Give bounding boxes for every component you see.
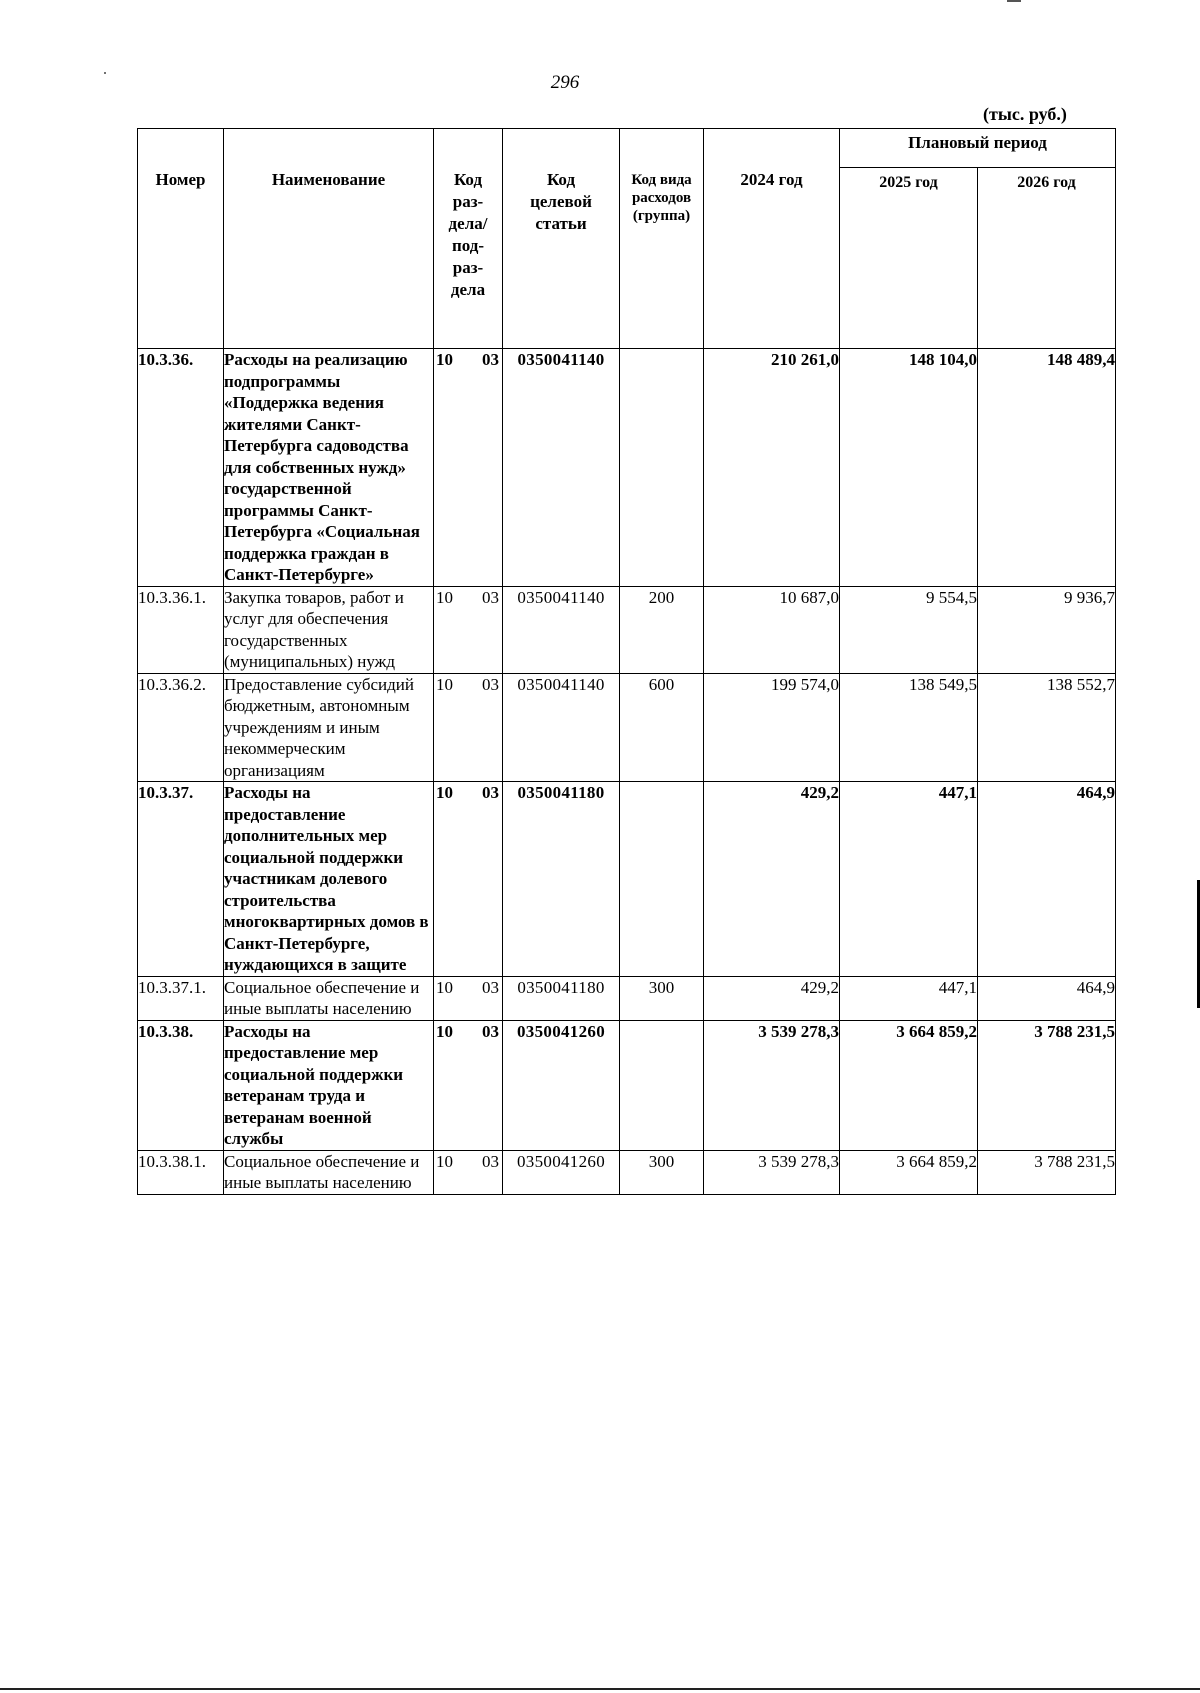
row-subsection: 03 [482, 350, 499, 369]
row-2025: 447,1 [840, 782, 978, 977]
row-2026: 138 552,7 [978, 673, 1116, 782]
row-subsection: 03 [482, 1151, 499, 1171]
row-2024: 3 539 278,3 [704, 1150, 840, 1194]
row-vid [620, 349, 704, 587]
row-2025: 447,1 [840, 976, 978, 1020]
row-name: Предоставление субсидий бюджетным, автономным учреждениям и иным некоммерческим организациям [224, 673, 434, 782]
header-2025: 2025 год [840, 168, 978, 349]
table-row [138, 976, 1116, 1020]
row-2025: 9 554,5 [840, 586, 978, 673]
table-row [138, 673, 1116, 782]
row-2025: 3 664 859,2 [840, 1020, 978, 1150]
header-razdel [434, 129, 503, 349]
row-2026: 148 489,4 [978, 349, 1116, 587]
table-row [138, 1020, 1116, 1150]
row-vid: 200 [620, 586, 704, 673]
row-razdel [434, 1020, 503, 1150]
row-name: Социальное обеспечение и иные выплаты населению [224, 976, 434, 1020]
table-row [138, 349, 1116, 587]
header-target-text: Код целевой статьи [530, 170, 592, 233]
row-number: 10.3.36.1. [138, 586, 224, 673]
row-2024: 10 687,0 [704, 586, 840, 673]
row-name: Закупка товаров, работ и услуг для обеспечения государственных (муниципальных) нужд [224, 586, 434, 673]
row-razdel [434, 1150, 503, 1194]
header-row [138, 129, 1116, 168]
header-razdel-text: Код раз- дела/ под- раз- дела [448, 170, 488, 299]
row-section: 10 [436, 587, 453, 607]
row-2026: 464,9 [978, 782, 1116, 977]
scan-bottom-rule [0, 1688, 1200, 1690]
table-row [138, 586, 1116, 673]
header-vid-text: Код вида расходов (группа) [631, 172, 692, 224]
row-section: 10 [436, 674, 453, 694]
header-2024: 2024 год [704, 129, 840, 349]
table-row [138, 1150, 1116, 1194]
row-2026: 464,9 [978, 976, 1116, 1020]
row-razdel [434, 976, 503, 1020]
row-2024: 429,2 [704, 976, 840, 1020]
row-2025: 138 549,5 [840, 673, 978, 782]
scan-corner-mark [1007, 0, 1021, 2]
row-2024: 429,2 [704, 782, 840, 977]
row-target: 0350041180 [503, 976, 620, 1020]
row-razdel [434, 586, 503, 673]
row-number: 10.3.37. [138, 782, 224, 977]
row-vid [620, 782, 704, 977]
row-subsection: 03 [482, 977, 499, 997]
row-subsection: 03 [482, 783, 499, 802]
row-name: Расходы на предоставление мер социальной поддержки ветеранам труда и ветеранам военной службы [224, 1020, 434, 1150]
row-name: Социальное обеспечение и иные выплаты населению [224, 1150, 434, 1194]
row-vid: 300 [620, 1150, 704, 1194]
header-target [503, 129, 620, 349]
row-subsection: 03 [482, 587, 499, 607]
row-section: 10 [436, 350, 453, 369]
row-number: 10.3.37.1. [138, 976, 224, 1020]
budget-table [137, 128, 1116, 1195]
row-number: 10.3.36. [138, 349, 224, 587]
row-vid: 600 [620, 673, 704, 782]
row-razdel [434, 782, 503, 977]
row-target: 0350041260 [503, 1020, 620, 1150]
row-2024: 3 539 278,3 [704, 1020, 840, 1150]
table-row [138, 782, 1116, 977]
row-2025: 148 104,0 [840, 349, 978, 587]
row-razdel [434, 673, 503, 782]
row-target: 0350041180 [503, 782, 620, 977]
row-2026: 3 788 231,5 [978, 1020, 1116, 1150]
header-planned-period: Плановый период [840, 129, 1116, 168]
row-target: 0350041140 [503, 586, 620, 673]
row-2026: 9 936,7 [978, 586, 1116, 673]
row-section: 10 [436, 977, 453, 997]
header-number: Номер [138, 129, 224, 349]
row-2024: 210 261,0 [704, 349, 840, 587]
row-number: 10.3.38.1. [138, 1150, 224, 1194]
row-name: Расходы на предоставление дополнительных мер социальной поддержки участникам долевого строительства многоквартирных домов в Санкт-Петербурге, нуждающихся в защите [224, 782, 434, 977]
units-label: (тыс. руб.) [983, 104, 1067, 124]
row-name: Расходы на реализацию подпрограммы «Поддержка ведения жителями Санкт-Петербурга садоводства для собственных нужд» государственной программы Санкт-Петербурга «Социальная поддержка граждан в Санкт-Петербурге» [224, 349, 434, 587]
row-section: 10 [436, 783, 453, 802]
row-section: 10 [436, 1021, 453, 1041]
header-2026: 2026 год [978, 168, 1116, 349]
row-number: 10.3.36.2. [138, 673, 224, 782]
row-2024: 199 574,0 [704, 673, 840, 782]
row-vid [620, 1020, 704, 1150]
row-target: 0350041140 [503, 349, 620, 587]
header-vid [620, 129, 704, 349]
row-number: 10.3.38. [138, 1020, 224, 1150]
row-2025: 3 664 859,2 [840, 1150, 978, 1194]
row-vid: 300 [620, 976, 704, 1020]
row-target: 0350041140 [503, 673, 620, 782]
row-2026: 3 788 231,5 [978, 1150, 1116, 1194]
row-subsection: 03 [482, 1021, 499, 1041]
row-target: 0350041260 [503, 1150, 620, 1194]
page-number: 296 [550, 72, 580, 93]
header-name: Наименование [224, 129, 434, 349]
row-section: 10 [436, 1151, 453, 1171]
row-razdel [434, 349, 503, 587]
row-subsection: 03 [482, 674, 499, 694]
